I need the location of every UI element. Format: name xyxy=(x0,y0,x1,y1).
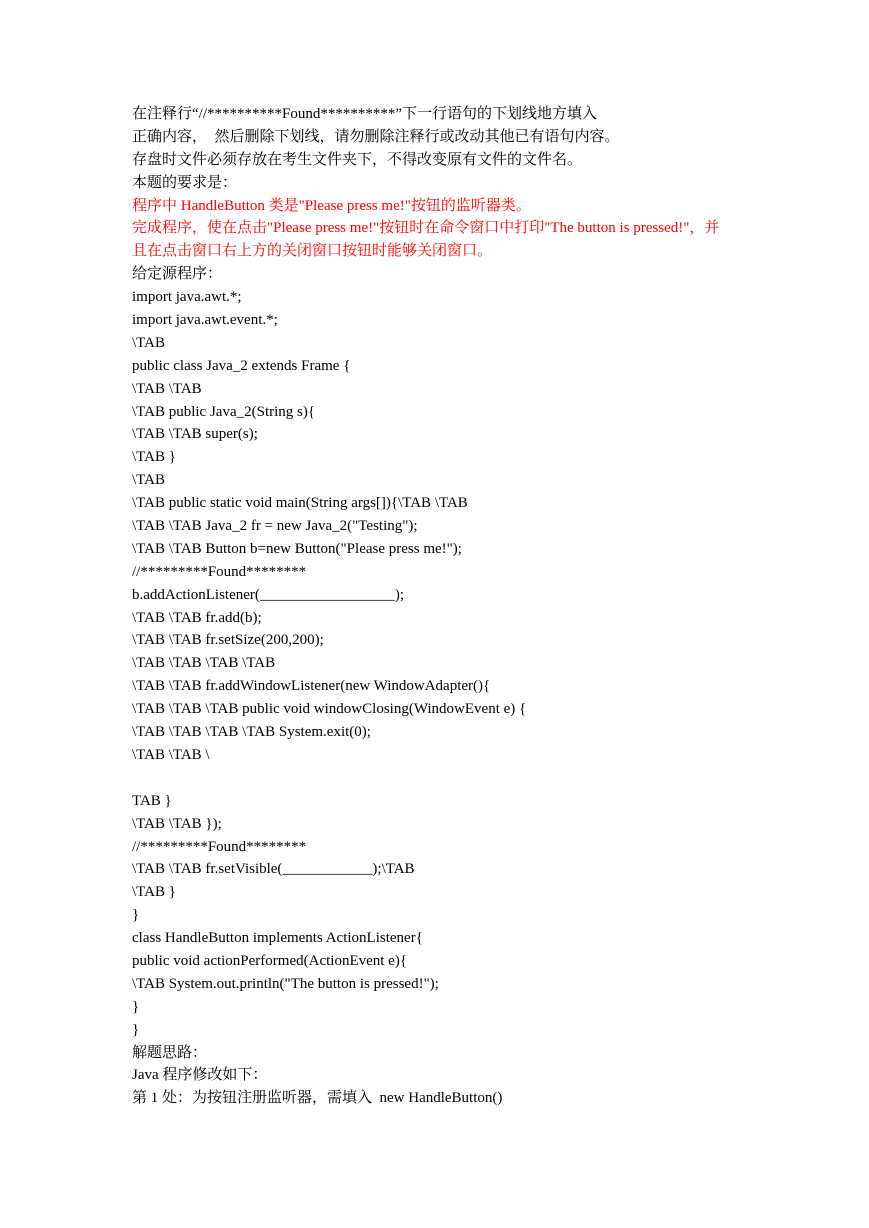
text-line: } xyxy=(132,998,140,1015)
text-line: \TAB \TAB Java_2 fr = new Java_2("Testing"); xyxy=(132,518,418,535)
text-line: \TAB \TAB \ xyxy=(132,746,210,763)
text-line: \TAB \TAB \TAB \TAB System.exit(0); xyxy=(132,724,371,741)
text-line: import java.awt.*; xyxy=(132,289,242,306)
text-line: class HandleButton implements ActionListener{ xyxy=(132,930,423,947)
text-line: import java.awt.event.*; xyxy=(132,312,278,329)
text-line: } xyxy=(132,907,140,924)
text-line: \TAB \TAB xyxy=(132,380,202,397)
text-line: \TAB } xyxy=(132,884,176,901)
text-line: 在注释行“//**********Found**********”下一行语句的下划线地方填入 xyxy=(132,106,597,122)
text-line: \TAB \TAB fr.add(b); xyxy=(132,609,262,626)
text-line: 且在点击窗口右上方的关闭窗口按钮时能够关闭窗口。 xyxy=(132,243,493,260)
text-line: 完成程序，使在点击"Please press me!"按钮时在命令窗口中打印"The button is pressed!"，并 xyxy=(132,220,720,237)
text-line: 解题思路： xyxy=(132,1044,208,1061)
text-line: \TAB \TAB \TAB public void windowClosing(WindowEvent e) { xyxy=(132,701,527,718)
text-line: 第 1 处：为按钮注册监听器，需填入 new HandleButton() xyxy=(132,1090,503,1107)
text-line: 存盘时文件必须存放在考生文件夹下，不得改变原有文件的文件名。 xyxy=(132,151,583,168)
text-line: 正确内容， 然后删除下划线，请勿删除注释行或改动其他已有语句内容。 xyxy=(132,128,620,145)
text-line: \TAB \TAB }); xyxy=(132,815,222,832)
text-line: \TAB \TAB fr.setVisible(____________);\TAB xyxy=(132,861,415,878)
text-line: \TAB public Java_2(String s){ xyxy=(132,403,316,420)
document-body xyxy=(132,103,832,1110)
text-line: 给定源程序： xyxy=(132,266,223,283)
text-line: 程序中 HandleButton 类是"Please press me!"按钮的监听器类。 xyxy=(132,197,531,214)
text-line: \TAB } xyxy=(132,449,176,466)
text-line: TAB } xyxy=(132,792,172,809)
text-line: //*********Found******** xyxy=(132,838,307,855)
text-line xyxy=(132,767,832,790)
text-line: \TAB \TAB fr.addWindowListener(new WindowAdapter(){ xyxy=(132,678,491,695)
text-line: } xyxy=(132,1021,140,1038)
text-line: public class Java_2 extends Frame { xyxy=(132,357,351,374)
text-line: b.addActionListener(__________________); xyxy=(132,586,405,603)
text-line: \TAB \TAB \TAB \TAB xyxy=(132,655,276,672)
text-line: public void actionPerformed(ActionEvent e){ xyxy=(132,952,408,969)
text-line: \TAB \TAB super(s); xyxy=(132,426,258,443)
text-line: \TAB \TAB Button b=new Button("Please press me!"); xyxy=(132,540,462,557)
text-line: \TAB \TAB fr.setSize(200,200); xyxy=(132,632,324,649)
text-line: //*********Found******** xyxy=(132,563,307,580)
text-line: \TAB xyxy=(132,334,165,351)
text-line: 本题的要求是： xyxy=(132,174,238,191)
text-line: \TAB public static void main(String args[]){\TAB \TAB xyxy=(132,495,468,512)
text-line: \TAB xyxy=(132,472,165,489)
text-line: \TAB System.out.println("The button is pressed!"); xyxy=(132,975,439,992)
text-line: Java 程序修改如下： xyxy=(132,1067,268,1084)
